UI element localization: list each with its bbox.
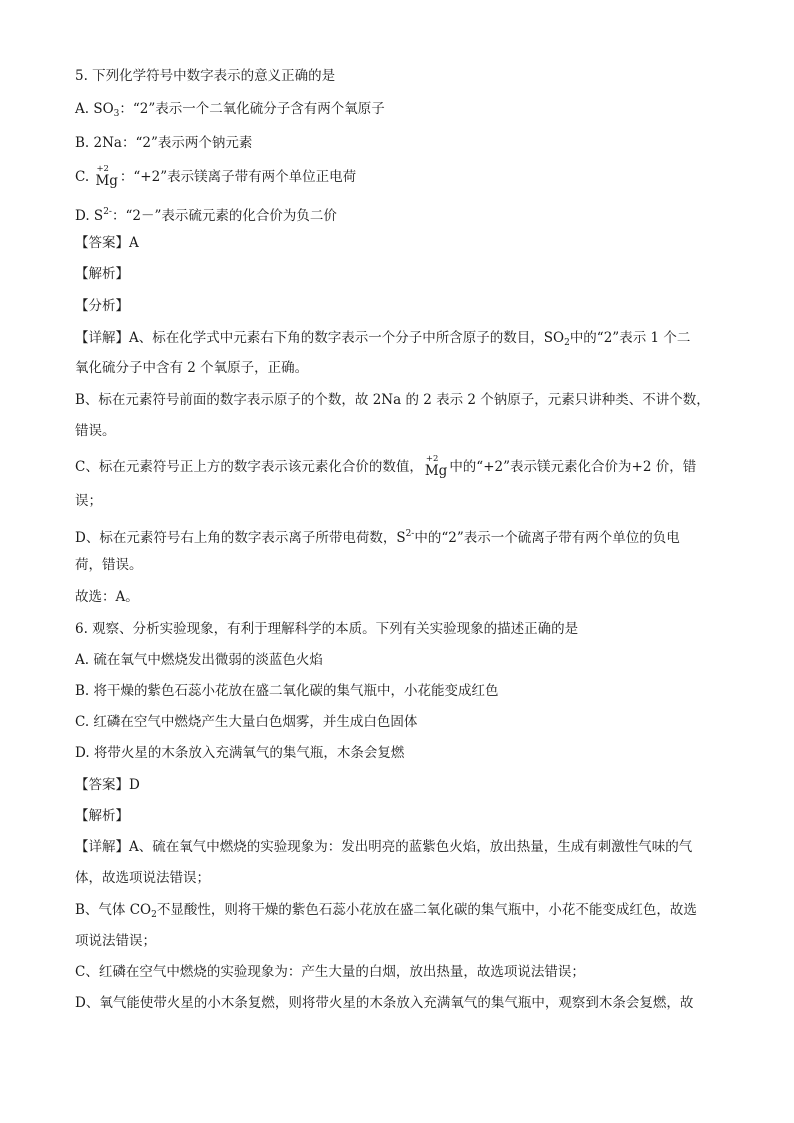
q5-detail-a-line2: 氧化硫分子中含有 2 个氧原子，正确。 [75, 360, 309, 376]
answer-value: D [129, 777, 140, 793]
q5-option-a-post: ：“2”表示一个二氧化硫分子含有两个氧原子 [119, 101, 385, 117]
q5-conclusion: 故选：A。 [75, 589, 139, 605]
q5-option-c-pre: C. [75, 169, 94, 185]
answer-tag: 【答案】 [75, 777, 129, 793]
q5-option-c-valence-symbol [95, 166, 117, 188]
q6-detail-b-post: 不显酸性，则将干燥的紫色石蕊小花放在盛二氧化碳的集气瓶中，小花不能变成红色，故选 [156, 902, 697, 918]
q5-detail-a-line1 [75, 328, 714, 353]
q5-option-d-post: ：“2－”表示硫元素的化合价为负二价 [111, 208, 337, 224]
q6-detail-a-line2: 体，故选项说法错误； [75, 870, 210, 886]
q5-option-a [75, 99, 714, 124]
valence-number: +2 [425, 454, 439, 464]
q5-detail-d-post: 中的“2”表示一个硫离子带有两个单位的负电 [414, 530, 680, 546]
q6-option-c: C. 红磷在空气中燃烧产生大量白色烟雾，并生成白色固体 [75, 714, 418, 730]
q6-option-b: B. 将干燥的紫色石蕊小花放在盛二氧化碳的集气瓶中，小花能变成红色 [75, 683, 499, 699]
detail-tag: 【详解】 [75, 330, 129, 346]
q5-option-b: B. 2Na：“2”表示两个钠元素 [75, 135, 253, 151]
q6-answer [75, 775, 714, 795]
q6-detail-a-text: A、硫在氧气中燃烧的实验现象为：发出明亮的蓝紫色火焰，放出热量，生成有刺激性气味的气 [129, 839, 693, 855]
element-symbol: Mg [424, 463, 448, 479]
q6-analysis-tag: 【解析】 [75, 808, 129, 824]
q5-detail-a-pre: A、标在化学式中元素右下角的数字表示一个分子中所含原子的数目，SO [129, 330, 565, 346]
q5-option-a-pre: A. SO [75, 101, 114, 117]
q5-detail-c-line1 [75, 456, 714, 478]
q5-option-c-post: ：“+2”表示镁离子带有两个单位正电荷 [119, 169, 357, 185]
q5-detail-d-pre: D、标在元素符号右上角的数字表示离子所带电荷数，S [75, 530, 406, 546]
q5-option-d-sup: 2- [103, 207, 112, 217]
q6-detail-d-line1: D、氧气能使带火星的小木条复燃，则将带火星的木条放入充满氧气的集气瓶中，观察到木条会复燃，故 [75, 995, 694, 1011]
detail-tag: 【详解】 [75, 839, 129, 855]
q5-answer [75, 233, 714, 253]
q5-detail-c-post: 中的“+2”表示镁元素化合价为+2 价，错 [449, 459, 697, 475]
q5-option-d [75, 202, 714, 226]
q6-detail-b-line2: 项说法错误； [75, 933, 156, 949]
q5-option-d-pre: D. S [75, 208, 104, 224]
q5-detail-d-sup: 2- [405, 529, 415, 539]
q6-detail-c-line1: C、红磷在空气中燃烧的实验现象为：产生大量的白烟，放出热量，故选项说法错误； [75, 964, 585, 980]
q6-stem: 6. 观察、分析实验现象，有利于理解科学的本质。下列有关实验现象的描述正确的是 [75, 621, 579, 637]
q5-stem: 5. 下列化学符号中数字表示的意义正确的是 [75, 68, 336, 84]
q6-detail-a-line1 [75, 837, 714, 857]
q5-option-c [75, 166, 714, 188]
q5-option-a-sub: 3 [113, 109, 120, 119]
q5-fenxi-tag: 【分析】 [75, 298, 129, 314]
q5-detail-c-pre: C、标在元素符号正上方的数字表示该元素化合价的数值， [75, 459, 423, 475]
q5-detail-c-line2: 误； [75, 493, 102, 509]
q5-detail-a-post: 中的“2”表示 1 个二 [569, 330, 691, 346]
valence-number: +2 [96, 164, 109, 174]
q5-detail-b-line2: 错误。 [75, 423, 116, 439]
q5-detail-a-sub: 2 [564, 338, 570, 348]
answer-tag: 【答案】 [75, 235, 129, 251]
answer-value: A [129, 235, 139, 251]
q6-option-a: A. 硫在氧气中燃烧发出微弱的淡蓝色火焰 [75, 652, 323, 668]
q5-detail-d-line1 [75, 524, 714, 548]
q6-detail-b-sub: 2 [151, 910, 157, 920]
element-symbol: Mg [95, 173, 118, 189]
q5-analysis-tag: 【解析】 [75, 266, 129, 282]
q6-detail-b-line1 [75, 900, 714, 925]
q6-detail-b-pre: B、气体 CO [75, 902, 152, 918]
q5-detail-b-line1: B、标在元素符号前面的数字表示原子的个数，故 2Na 的 2 表示 2 个钠原子，元素只讲种类、不讲个数， [75, 392, 710, 408]
q5-detail-d-line2: 荷，错误。 [75, 557, 143, 573]
q6-option-d: D. 将带火星的木条放入充满氧气的集气瓶，木条会复燃 [75, 745, 405, 761]
q5-detail-c-valence-symbol [425, 456, 447, 478]
